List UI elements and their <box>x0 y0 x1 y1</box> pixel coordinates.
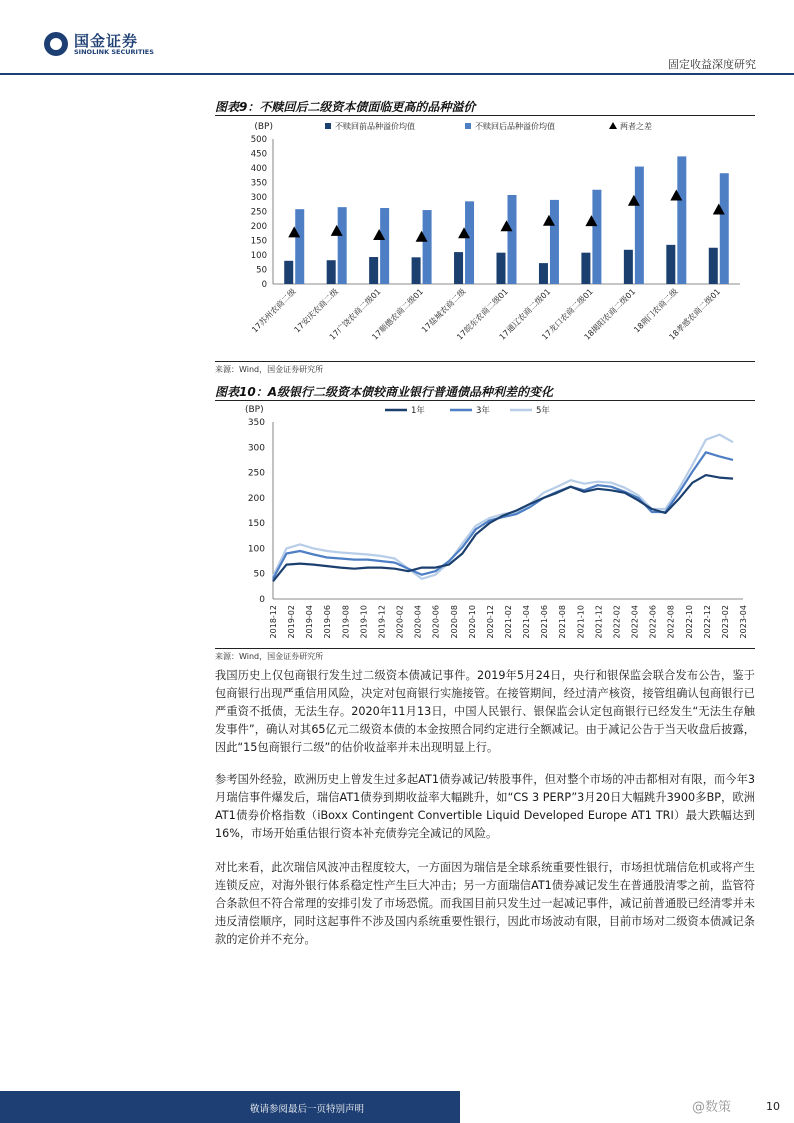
legend-swatch-0 <box>325 123 331 129</box>
bar-after-10 <box>720 173 729 284</box>
header-divider <box>0 73 794 75</box>
y-tick-label: 50 <box>253 569 265 580</box>
bar-before-6 <box>539 263 548 284</box>
bar-before-4 <box>454 252 463 284</box>
x-tick-label: 2020-08 <box>449 605 459 639</box>
y-axis-unit-label: (BP) <box>254 122 273 132</box>
bar-after-0 <box>295 209 304 284</box>
x-category-label: 17苏州农商二级 <box>250 287 298 335</box>
y-tick-label: 350 <box>250 178 267 189</box>
y-tick-label: 400 <box>250 164 267 174</box>
x-tick-label: 2022-02 <box>612 605 622 639</box>
x-category-label: 18揭阳农商二级01 <box>582 287 638 342</box>
x-tick-label: 2019-12 <box>377 605 387 639</box>
y-tick-label: 200 <box>247 493 265 504</box>
legend-label: 5年 <box>536 406 550 416</box>
series-line-5年 <box>273 435 733 579</box>
y-tick-label: 150 <box>250 236 267 247</box>
x-tick-label: 2021-04 <box>522 605 532 639</box>
y-tick-label: 300 <box>247 443 265 454</box>
y-tick-label: 50 <box>256 265 267 276</box>
x-tick-label: 2021-12 <box>594 605 604 639</box>
x-tick-label: 2021-06 <box>540 605 550 639</box>
y-tick-label: 450 <box>250 149 267 160</box>
y-tick-label: 100 <box>247 544 265 555</box>
bar-after-7 <box>592 190 601 284</box>
y-tick-label: 0 <box>261 280 267 290</box>
logo-en-text: SINOLINK SECURITIES <box>74 48 154 56</box>
x-category-label: 17通辽农商二级01 <box>497 287 553 342</box>
bar-before-0 <box>284 261 293 284</box>
bar-after-5 <box>508 195 517 284</box>
x-tick-label: 2021-02 <box>504 605 513 639</box>
x-tick-label: 2021-10 <box>576 605 586 639</box>
x-tick-label: 2018-12 <box>269 605 278 639</box>
legend-label: 不赎回后品种溢价均值 <box>475 122 555 131</box>
y-tick-label: 100 <box>250 251 267 261</box>
x-category-label: 17皖东农商二级01 <box>455 287 510 342</box>
report-section-label: 固定收益深度研究 <box>668 58 756 71</box>
y-axis-unit-label: (BP) <box>245 405 264 415</box>
x-tick-label: 2023-04 <box>739 605 748 639</box>
x-tick-label: 2019-08 <box>341 605 351 639</box>
x-tick-label: 2019-10 <box>359 605 369 639</box>
figure10-source: 来源：Wind，国金证券研究所 <box>215 652 324 661</box>
x-tick-label: 2020-02 <box>395 605 405 639</box>
legend-label: 不赎回前品种溢价均值 <box>335 122 415 131</box>
x-category-label: 17龙口农商二级01 <box>540 287 595 342</box>
page-header <box>0 0 794 80</box>
legend-label: 两者之差 <box>620 122 652 131</box>
x-tick-label: 2019-02 <box>287 605 297 639</box>
y-tick-label: 350 <box>247 418 265 428</box>
x-category-label: 18荆门农商二级 <box>632 287 680 335</box>
figure9-top-rule <box>215 115 755 116</box>
figure9-source: 来源：Wind，国金证券研究所 <box>215 365 324 374</box>
x-tick-label: 2019-06 <box>323 605 333 639</box>
page-number: 10 <box>766 1100 780 1113</box>
x-category-label: 18孝感农商二级01 <box>667 287 723 342</box>
x-tick-label: 2023-02 <box>720 605 730 639</box>
logo-mark-icon <box>44 32 68 56</box>
bar-after-6 <box>550 200 559 284</box>
y-tick-label: 300 <box>250 193 267 203</box>
footer-bar <box>0 1091 460 1123</box>
x-category-label: 17盐城农商二级 <box>419 287 468 335</box>
logo <box>44 30 174 60</box>
x-tick-label: 2020-06 <box>431 605 441 639</box>
y-tick-label: 500 <box>250 135 267 145</box>
figure9-bar-chart <box>215 117 755 360</box>
x-tick-label: 2020-12 <box>485 605 495 639</box>
figure9-title: 图表9：不赎回后二级资本债面临更高的品种溢价 <box>215 100 476 114</box>
x-tick-label: 2022-06 <box>648 605 658 639</box>
paragraph-1: 我国历史上仅包商银行发生过二级资本债减记事件。2019年5月24日，央行和银保监会联合发布公告，鉴于包商银行出现严重信用风险，决定对包商银行实施接管。在接管期间，经过清产核资，接管组确认包商银行已严重资不抵债，无法生存。2020年11月13日，中国人民银行、银保监会认定包商银行已经发生“无法生存触发事件”，确认对其65亿元二级资本债的本金按照合同约定进行全额减记。由于减记公告于当天收盘后披露，因此“15包商银行二级”的估价收益率并未出现明显上行。 <box>215 669 755 754</box>
x-tick-label: 2022-12 <box>702 605 712 639</box>
bar-before-9 <box>666 245 675 284</box>
figure10-top-rule <box>215 400 755 401</box>
legend-label: 3年 <box>476 406 490 416</box>
bar-after-8 <box>635 167 644 284</box>
y-tick-label: 200 <box>250 222 267 232</box>
y-tick-label: 250 <box>250 207 267 218</box>
bar-before-8 <box>624 250 633 284</box>
y-tick-label: 0 <box>259 595 265 605</box>
x-tick-label: 2019-04 <box>305 605 315 639</box>
logo-cn-text: 国金证券 <box>74 32 139 50</box>
x-category-label: 17顺德农商二级01 <box>370 287 426 342</box>
bar-before-2 <box>369 257 378 284</box>
bar-before-1 <box>327 260 336 284</box>
x-tick-label: 2020-10 <box>467 605 477 639</box>
footer-disclaimer: 敬请参阅最后一页特别声明 <box>250 1104 365 1115</box>
y-tick-label: 250 <box>247 468 265 479</box>
x-tick-label: 2020-04 <box>413 605 423 639</box>
x-tick-label: 2022-10 <box>684 605 694 639</box>
paragraph-3: 对比来看，此次瑞信风波冲击程度较大，一方面因为瑞信是全球系统重要性银行，市场担忧瑞信危机或将产生连锁反应，对海外银行体系稳定性产生巨大冲击；另一方面瑞信AT1债券减记发生在普通股清零之前，监管符合条款但不符合常理的安排引发了市场恐慌。而我国目前只发生过一起减记事件，减记前普通股已经清零并未违反清偿顺序，同时这起事件不涉及国内系统重要性银行，因此市场波动有限，目前市场对二级资本债减记条款的定价并不充分。 <box>215 861 755 946</box>
figure10-title: 图表10：A级银行二级资本债较商业银行普通债品种利差的变化 <box>215 385 553 399</box>
x-tick-label: 2022-08 <box>666 605 676 639</box>
legend-label: 1年 <box>411 406 425 416</box>
bar-before-5 <box>497 253 506 284</box>
bar-after-9 <box>677 156 686 284</box>
bar-after-4 <box>465 201 474 284</box>
legend-swatch-2 <box>609 122 617 129</box>
bar-after-1 <box>338 207 347 284</box>
x-category-label: 17安庆农商二级 <box>292 287 341 335</box>
figure10-bottom-rule <box>215 648 755 649</box>
bar-before-3 <box>412 257 421 284</box>
watermark: @数策 <box>692 1100 732 1115</box>
bar-before-7 <box>581 253 590 284</box>
paragraph-2: 参考国外经验，欧洲历史上曾发生过多起AT1债券减记/转股事件，但对整个市场的冲击都相对有限，而今年3月瑞信事件爆发后，瑞信AT1债券到期收益率大幅跳升，如“CS 3 PERP”3月20日大幅跳升3900多BP，欧洲AT1债券价格指数（iBoxx Contingent Convertible Liquid Developed Europe AT1 TRI）最大跌幅达到16%，市场开始重估银行资本补充债券完全减记的风险。 <box>215 773 755 840</box>
x-category-label: 17广饶农商二级01 <box>327 287 383 342</box>
bar-before-10 <box>709 248 718 284</box>
bar-after-2 <box>380 208 389 284</box>
legend-swatch-1 <box>465 123 471 129</box>
figure10-line-chart <box>215 402 755 648</box>
y-tick-label: 150 <box>247 519 265 530</box>
series-line-1年 <box>273 475 733 581</box>
bar-after-3 <box>423 210 432 284</box>
figure9-bottom-rule <box>215 361 755 362</box>
x-tick-label: 2022-04 <box>630 605 640 639</box>
x-tick-label: 2021-08 <box>558 605 568 639</box>
